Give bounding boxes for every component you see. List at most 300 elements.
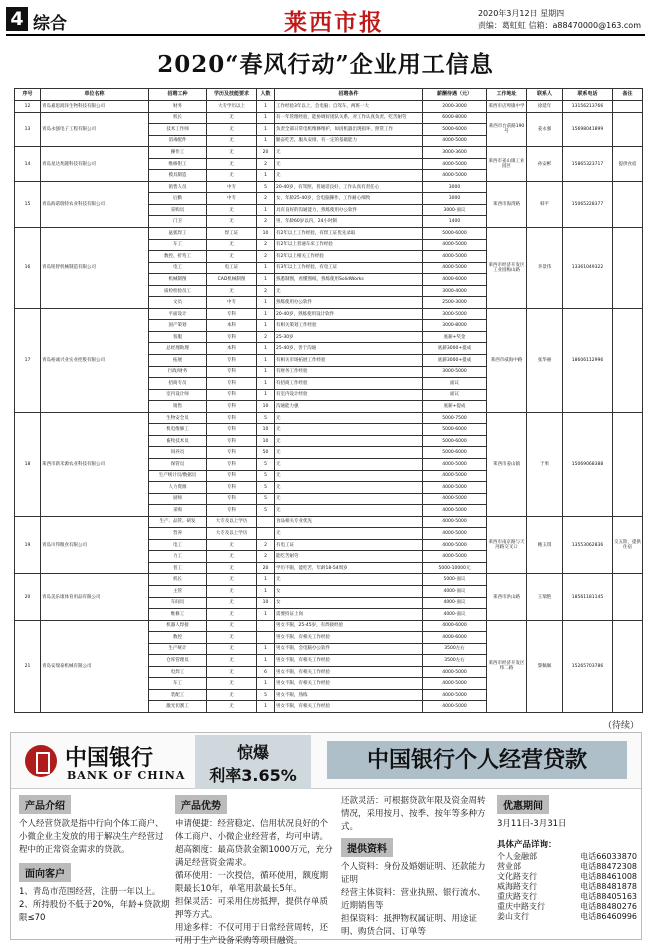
job-conditions: 有电工证	[275, 539, 423, 551]
job-title: 主管	[149, 585, 207, 597]
job-conditions: 有相关策划工作经验	[275, 320, 423, 332]
job-title: 饲养员	[149, 447, 207, 459]
job-education: 专科	[207, 435, 257, 447]
job-pay: 3500左右	[423, 655, 487, 667]
contact-person: 鲍玉琪	[527, 516, 563, 574]
branch-phone: 电话88472308	[580, 862, 637, 871]
job-pay: 4000-5000	[423, 482, 487, 494]
job-pay: 2500-3000	[423, 297, 487, 309]
job-count: 5	[257, 470, 275, 482]
job-education: 无	[207, 597, 257, 609]
branch-item	[497, 902, 637, 912]
job-pay: 2000-3000	[423, 101, 487, 113]
branch-phone: 电话88461008	[580, 872, 637, 881]
row-number: 21	[15, 620, 41, 712]
job-pay: 4000-5000	[423, 666, 487, 678]
contact-person: 王瑞艳	[527, 574, 563, 620]
job-education: 专科	[207, 412, 257, 424]
ad-col-intro	[19, 795, 171, 925]
table-header-cell: 序号	[15, 89, 41, 101]
branch-item	[497, 892, 637, 902]
job-education: 专科	[207, 366, 257, 378]
job-count: 2	[257, 331, 275, 343]
job-pay: 底薪+提成	[423, 401, 487, 413]
table-header-cell: 联系人	[527, 89, 563, 101]
job-title: 机长	[149, 574, 207, 586]
branch-phone: 电话88481878	[580, 882, 637, 891]
branch-name: 重庆中路支行	[497, 902, 545, 911]
row-number: 15	[15, 181, 41, 227]
ad-title: 中国银行个人经营贷款	[327, 741, 627, 779]
job-title: 机电维修工	[149, 424, 207, 436]
work-address: 莱西市姜山镇	[487, 412, 527, 516]
job-education: 专科	[207, 355, 257, 367]
row-number: 19	[15, 516, 41, 574]
job-title: 机长	[149, 112, 207, 124]
row-note	[613, 574, 643, 620]
row-note	[613, 228, 643, 309]
job-education: 专科	[207, 331, 257, 343]
job-title: 人力资源	[149, 482, 207, 494]
branch-phone: 电话88405163	[580, 892, 637, 901]
job-title: 机器人焊接	[149, 620, 207, 632]
job-education: 大专及以上学历	[207, 516, 257, 528]
job-conditions: 男女不限，会电脑办公软件	[275, 643, 423, 655]
job-pay: 4000-5000	[423, 135, 487, 147]
job-education: 无	[207, 251, 257, 263]
adv-6: 还款灵活：可根据贷款年限及资金周转情况，采用按月、按季、按年等多种方式。	[341, 796, 486, 832]
job-count: 1	[257, 585, 275, 597]
work-address: 莱西市海湾路	[487, 181, 527, 227]
job-count: 1	[257, 170, 275, 182]
job-education: 中专	[207, 181, 257, 193]
job-count: 1	[257, 204, 275, 216]
job-conditions: 无	[275, 424, 423, 436]
issue-date: 2020年3月12日 星期四	[477, 9, 565, 18]
job-count: 2	[257, 239, 275, 251]
job-conditions: 无	[275, 412, 423, 424]
job-count: 1	[257, 274, 275, 286]
job-title: 平面设计	[149, 308, 207, 320]
job-education: 无	[207, 689, 257, 701]
job-conditions: 男女不限，有相关工作经验	[275, 701, 423, 713]
job-title: 文员	[149, 297, 207, 309]
job-pay: 5000-面议	[423, 574, 487, 586]
job-title: 国产策划	[149, 320, 207, 332]
branch-name: 文化路支行	[497, 872, 537, 881]
job-conditions: 有招商工作经验	[275, 378, 423, 390]
job-conditions: 熟悉制图，看懂图纸，熟练使用SolidWorks	[275, 274, 423, 286]
job-pay: 底薪3000+提成	[423, 343, 487, 355]
table-row	[15, 516, 643, 528]
job-title: 技术工作师	[149, 124, 207, 136]
job-conditions: 具有良好的沟通能力，熟练使用办公软件	[275, 204, 423, 216]
job-title: 客服	[149, 331, 207, 343]
table-header-cell: 招聘工种	[149, 89, 207, 101]
editor-info: 责编：葛虹虹 信箱：a88470000@163.com	[477, 21, 641, 30]
job-pay: 3000	[423, 193, 487, 205]
job-pay: 3000-5000	[423, 308, 487, 320]
work-address: 莱西市洪山路	[487, 574, 527, 620]
branch-name: 个人金融部	[497, 852, 537, 861]
job-title: 电工	[149, 539, 207, 551]
row-number: 14	[15, 147, 41, 182]
row-note	[613, 412, 643, 516]
job-title: 操作工	[149, 147, 207, 159]
contact-person: 韩平	[527, 181, 563, 227]
job-conditions: 有2年以上工作经验，有焊工证优先录取	[275, 228, 423, 240]
job-pay: 4000-6000	[423, 620, 487, 632]
contact-phone: 18561181145	[563, 574, 613, 620]
row-number: 18	[15, 412, 41, 516]
job-education: 电工证	[207, 262, 257, 274]
job-education: 无	[207, 285, 257, 297]
job-conditions: 无	[275, 528, 423, 540]
job-count: 1	[257, 343, 275, 355]
job-conditions: 负责全部日常电机维修维护，如因机器出现损坏，照常工作	[275, 124, 423, 136]
job-pay: 6000-8000	[423, 112, 487, 124]
job-count: 5	[257, 412, 275, 424]
table-row	[15, 620, 643, 632]
table-header-cell: 单位名称	[41, 89, 149, 101]
job-title: 招商专员	[149, 378, 207, 390]
job-title: 财务	[149, 101, 207, 113]
job-title: 销售人员	[149, 181, 207, 193]
contact-phone: 15069068388	[563, 412, 613, 516]
branch-name: 威海路支行	[497, 882, 537, 891]
job-count	[257, 516, 275, 528]
job-title: 总经理助理	[149, 343, 207, 355]
job-education: 专科	[207, 308, 257, 320]
contact-person: 徐延年	[527, 101, 563, 113]
job-conditions: 有室内设计经验	[275, 389, 423, 401]
job-title: 拓展	[149, 355, 207, 367]
job-conditions: 男，年龄60岁以内，24小时制	[275, 216, 423, 228]
job-conditions: 有3年以上工作经验，有电工证	[275, 262, 423, 274]
job-pay: 4000-5000	[423, 701, 487, 713]
job-pay: 4000-5000	[423, 458, 487, 470]
section-name: 综合	[33, 14, 67, 34]
target-2: 2、所持股份不低于20%，年龄+贷款期限≤70	[19, 900, 170, 923]
job-title: 力工	[149, 551, 207, 563]
job-count: 20	[257, 147, 275, 159]
company-name: 青岛嘉思润泽生物科技有限公司	[41, 101, 149, 113]
job-title: 销售	[149, 401, 207, 413]
job-education: 无	[207, 585, 257, 597]
row-number: 17	[15, 308, 41, 412]
job-pay: 4000-5000	[423, 516, 487, 528]
doc-3: 担保资料：抵押物权属证明、用途证明、购货合同、订单等	[341, 914, 478, 937]
period-label: 优惠期间	[497, 795, 549, 814]
doc-1: 个人资料：身份及婚姻证明、还款能力证明	[341, 862, 486, 885]
ad-banner	[11, 733, 641, 789]
company-name: 青岛永强电子工程有限公司	[41, 112, 149, 147]
contact-phone: 15065228377	[563, 181, 613, 227]
job-count: 10	[257, 597, 275, 609]
job-pay: 3000	[423, 181, 487, 193]
job-pay: 4000-面议	[423, 597, 487, 609]
job-pay: 4000-5000	[423, 539, 487, 551]
job-education: 无	[207, 574, 257, 586]
job-count: 6	[257, 666, 275, 678]
work-address: 莱西市南京路与天河路交叉口	[487, 516, 527, 574]
job-education: 无	[207, 239, 257, 251]
page-title: 2020“春风行动”企业用工信息	[157, 51, 494, 78]
job-conditions: 工作经验3年以上，会电脑；自驾车，两班一大	[275, 101, 423, 113]
job-conditions: 女，年龄25-40岁，会电脑操作，工作耐心细致	[275, 193, 423, 205]
bank-name: 中国银行	[65, 745, 154, 771]
job-conditions: 熟练使用办公软件	[275, 297, 423, 309]
job-count: 2	[257, 539, 275, 551]
job-conditions: 无	[275, 574, 423, 586]
job-education: 专科	[207, 493, 257, 505]
company-name: 青岛铭智机械制造有限公司	[41, 228, 149, 309]
row-note: 提供食宿	[613, 147, 643, 182]
job-education: 专科	[207, 458, 257, 470]
job-education: 无	[207, 216, 257, 228]
job-title: 激光切割工	[149, 701, 207, 713]
job-conditions: 有财务工作经验	[275, 366, 423, 378]
bank-name-en: BANK OF CHINA	[67, 769, 186, 782]
job-count: 10	[257, 228, 275, 240]
job-table	[14, 88, 643, 713]
job-title: 氩弧焊工	[149, 228, 207, 240]
period-text: 3月11日-3月31日	[497, 819, 567, 829]
continued-note: （待续）	[602, 721, 639, 731]
job-title: 电工	[149, 262, 207, 274]
job-count: 1	[257, 112, 275, 124]
table-header-cell: 备注	[613, 89, 643, 101]
ad-col-contact	[497, 795, 637, 922]
job-education: CAD机械制图	[207, 274, 257, 286]
company-name: 青岛星达兆隆科技有限公司	[41, 147, 149, 182]
row-note	[613, 181, 643, 227]
intro-text: 个人经营贷款是指中行向个体工商户、小微企业主发放的用于解决生产经营过程中的正常资金需求的贷款。	[19, 819, 164, 855]
job-title: 模具制造	[149, 170, 207, 182]
job-count: 5	[257, 482, 275, 494]
doc-2: 经营主体资料：营业执照、银行流水、近期销售等	[341, 888, 486, 911]
job-pay: 4000-5000	[423, 528, 487, 540]
job-title: 生产统计员/数据员	[149, 470, 207, 482]
contact-phone: 15265703786	[563, 620, 613, 712]
job-education: 无	[207, 170, 257, 182]
contact-phone: 13156213766	[563, 101, 613, 113]
job-pay: 底薪3000+提成	[423, 355, 487, 367]
job-count	[257, 528, 275, 540]
contact-phone: 15865323717	[563, 147, 613, 182]
job-education: 无	[207, 551, 257, 563]
job-pay: 4000-5000	[423, 170, 487, 182]
job-title: 维修工	[149, 609, 207, 621]
job-pay: 5000-6000	[423, 424, 487, 436]
job-count: 1	[257, 101, 275, 113]
bank-ad	[10, 732, 642, 945]
job-conditions: 无	[275, 170, 423, 182]
job-education: 无	[207, 666, 257, 678]
contact-person: 张华丽	[527, 308, 563, 412]
job-title: 消毒配件	[149, 135, 207, 147]
company-name: 青岛裕诚兴业实业控股有限公司	[41, 308, 149, 412]
job-education: 专科	[207, 389, 257, 401]
job-conditions: 无	[275, 435, 423, 447]
contact-phone: 18606112996	[563, 308, 613, 412]
company-name: 青岛安瑞泰机械有限公司	[41, 620, 149, 712]
table-header-cell: 工作地址	[487, 89, 527, 101]
job-education: 无	[207, 678, 257, 690]
contact-phone: 13361049322	[563, 228, 613, 309]
company-name: 青岛川邦粮食有限公司	[41, 516, 149, 574]
job-conditions: 男女不限，有相关工作经验	[275, 678, 423, 690]
table-row	[15, 228, 643, 240]
job-conditions: 男女不限，有相关工作经验	[275, 666, 423, 678]
work-address: 莱西市台前路190号	[487, 112, 527, 147]
job-education: 中专	[207, 297, 257, 309]
adv-4: 担保灵活：可采用住房抵押，提供存单质押等方式。	[175, 897, 329, 920]
job-count	[257, 620, 275, 632]
job-conditions: 无	[275, 493, 423, 505]
job-conditions: 男女不限，25-45岁，有焊接经验	[275, 620, 423, 632]
job-count: 1	[257, 378, 275, 390]
job-title: 生产、品管、研发	[149, 516, 207, 528]
contact-person: 孙安彬	[527, 147, 563, 182]
job-education: 焊工证	[207, 228, 257, 240]
row-number: 12	[15, 101, 41, 113]
table-row	[15, 112, 643, 124]
table-header-cell: 联系电话	[563, 89, 613, 101]
job-count: 1	[257, 389, 275, 401]
branch-phone: 电话86460996	[580, 912, 637, 921]
job-title: 质检检验员工	[149, 285, 207, 297]
job-title: 装配工	[149, 689, 207, 701]
job-pay: 3000-3600	[423, 147, 487, 159]
job-title: 采购员	[149, 204, 207, 216]
job-conditions: 25-30岁	[275, 331, 423, 343]
job-title: 普工	[149, 562, 207, 574]
branch-phone: 电话66033870	[580, 852, 637, 861]
branch-name: 重庆路支行	[497, 892, 537, 901]
job-count: 10	[257, 401, 275, 413]
intro-label: 产品介绍	[19, 795, 71, 814]
row-note: 交五险，提供住宿	[613, 516, 643, 574]
job-pay: 4000-5000	[423, 470, 487, 482]
job-education: 专科	[207, 505, 257, 517]
job-pay: 3500左右	[423, 643, 487, 655]
bank-logo-icon	[25, 745, 57, 777]
job-count: 10	[257, 435, 275, 447]
job-pay: 5000-7500	[423, 412, 487, 424]
job-education: 本科	[207, 320, 257, 332]
table-row	[15, 101, 643, 113]
job-title: 采购	[149, 505, 207, 517]
rate-line2: 利率3.65%	[209, 766, 297, 785]
work-address: 莱西市姜山镇工业园区	[487, 147, 527, 182]
job-count: 1	[257, 135, 275, 147]
masthead: 莱西市报	[284, 9, 384, 36]
job-title: 车工	[149, 678, 207, 690]
job-count: 5	[257, 689, 275, 701]
job-count: 1	[257, 655, 275, 667]
job-education: 无	[207, 701, 257, 713]
job-count: 1	[257, 297, 275, 309]
job-pay: 1400	[423, 216, 487, 228]
job-pay: 4000-5000	[423, 505, 487, 517]
contact-person: 李景伟	[527, 228, 563, 309]
table-row	[15, 181, 643, 193]
job-count: 2	[257, 216, 275, 228]
row-note	[613, 620, 643, 712]
job-education: 无	[207, 620, 257, 632]
job-education: 专科	[207, 482, 257, 494]
page-header	[6, 4, 645, 36]
job-education: 专科	[207, 378, 257, 390]
job-conditions: 女	[275, 597, 423, 609]
job-count: 2	[257, 285, 275, 297]
adv-2: 超高额度：最高贷款金额1000万元，充分满足经营资金需求。	[175, 845, 333, 868]
job-conditions: 男女不限，熟练	[275, 689, 423, 701]
contact-phone: 13553062836	[563, 516, 613, 574]
table-header-cell: 学历及技能要求	[207, 89, 257, 101]
job-pay: 4000-5000	[423, 158, 487, 170]
branch-name: 营业部	[497, 862, 521, 871]
row-number: 16	[15, 228, 41, 309]
job-education: 无	[207, 158, 257, 170]
job-conditions: 无	[275, 470, 423, 482]
job-education: 无	[207, 135, 257, 147]
job-title: 车间员	[149, 597, 207, 609]
job-conditions: 无	[275, 285, 423, 297]
job-count: 1	[257, 262, 275, 274]
job-count: 1	[257, 366, 275, 378]
consult-title: 具体产品详询：	[497, 840, 557, 850]
job-count: 2	[257, 158, 275, 170]
job-conditions: 无	[275, 447, 423, 459]
job-conditions: 有相关市场拓展工作经验	[275, 355, 423, 367]
job-pay: 4000-5000	[423, 689, 487, 701]
job-title: 门卫	[149, 216, 207, 228]
job-pay: 3000-5000	[423, 366, 487, 378]
job-pay: 3000-4000	[423, 285, 487, 297]
work-address: 莱西市威海中路	[487, 308, 527, 412]
job-education: 大专学历以上	[207, 101, 257, 113]
job-count: 50	[257, 447, 275, 459]
job-count: 1	[257, 678, 275, 690]
job-education: 无	[207, 643, 257, 655]
job-count: 1	[257, 643, 275, 655]
job-education: 大专及以上学历	[207, 528, 257, 540]
job-pay: 5000-10000元	[423, 562, 487, 574]
job-title: 行政/财务	[149, 366, 207, 378]
job-education: 专科	[207, 424, 257, 436]
job-education: 专科	[207, 470, 257, 482]
job-title: 营养	[149, 528, 207, 540]
job-pay: 5000-6000	[423, 435, 487, 447]
job-pay: 面议	[423, 389, 487, 401]
job-education: 无	[207, 112, 257, 124]
row-note	[613, 308, 643, 412]
job-pay: 4000-5000	[423, 262, 487, 274]
work-address: 莱西市店埠镇中学	[487, 101, 527, 113]
work-address: 莱西市经济开发区工业园梅山路	[487, 228, 527, 309]
job-title: 维修钳工	[149, 158, 207, 170]
contact-phone: 15698041899	[563, 112, 613, 147]
job-count: 5	[257, 458, 275, 470]
branch-list	[497, 852, 637, 922]
job-pay: 3000-8000	[423, 320, 487, 332]
contact-person: 于果	[527, 412, 563, 516]
job-count: 1	[257, 355, 275, 367]
job-title: 车工	[149, 239, 207, 251]
job-conditions: 20-40岁，有驾照，普通话良好，工作认真有责任心	[275, 181, 423, 193]
